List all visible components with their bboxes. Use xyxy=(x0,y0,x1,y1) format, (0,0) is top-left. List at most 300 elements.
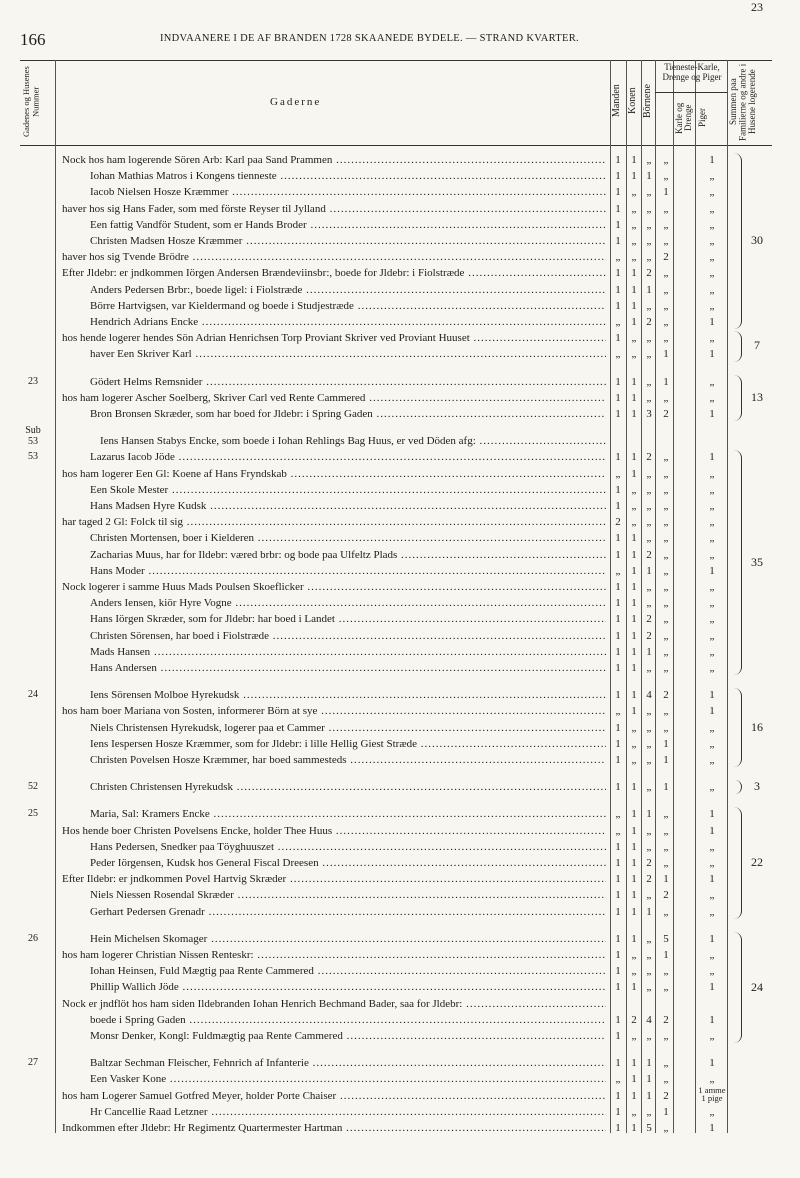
header-piger: Piger xyxy=(697,108,707,128)
count-cell: 1 xyxy=(663,348,669,361)
count-cell: „ xyxy=(663,905,669,918)
count-cell: 5 xyxy=(646,1122,652,1134)
count-cell: „ xyxy=(709,1030,715,1042)
count-cell: 1 xyxy=(631,451,637,464)
count-cell: 1 xyxy=(631,1122,637,1134)
count-cell: „ xyxy=(709,597,715,610)
count-cell: „ xyxy=(663,981,669,994)
count-cell: „ xyxy=(663,564,669,577)
count-cell: „ xyxy=(615,1073,621,1086)
count-cell: 1 xyxy=(615,1013,621,1026)
count-cell: 1 xyxy=(615,483,621,496)
entry-text: Iohan Heinsen, Fuld Mægtig paa Rente Cammered ..... xyxy=(90,963,606,979)
count-cell: „ xyxy=(615,316,621,328)
table-row xyxy=(0,1071,800,1087)
count-cell: 1 xyxy=(615,1105,621,1118)
count-cell: 2 xyxy=(663,408,669,420)
count-cell: 1 xyxy=(631,283,637,296)
count-cell: 1 xyxy=(615,965,621,978)
count-cell: 1 xyxy=(631,981,637,994)
group-total: 13 xyxy=(751,389,763,404)
count-cell: 1 xyxy=(646,808,652,821)
count-cell: „ xyxy=(709,662,715,674)
group-total: 30 xyxy=(751,233,763,248)
count-cell: 1 xyxy=(631,840,637,853)
count-cell: 2 xyxy=(663,689,669,702)
count-cell: 1 xyxy=(615,737,621,750)
entry-text: Een Vasker Kone ..... xyxy=(90,1071,606,1087)
count-cell: 1 xyxy=(615,754,621,766)
count-cell: „ xyxy=(663,516,669,529)
count-cell: 1 xyxy=(709,705,715,718)
table-row xyxy=(0,628,800,644)
count-cell: „ xyxy=(646,391,652,404)
count-cell: „ xyxy=(663,840,669,853)
count-cell: 1 xyxy=(615,949,621,961)
entry-text: Iacob Nielsen Hosze Kræmmer ..... xyxy=(90,184,606,200)
count-cell: „ xyxy=(709,251,715,264)
count-cell: 1 xyxy=(631,375,637,388)
count-cell: „ xyxy=(709,391,715,404)
count-cell: „ xyxy=(709,889,715,902)
count-cell: 2 xyxy=(663,251,669,264)
count-cell: 1 xyxy=(631,889,637,902)
count-cell: „ xyxy=(709,267,715,280)
table-row xyxy=(0,184,800,200)
header-nummer: Gadenes og Husenes Nummer xyxy=(21,66,41,138)
count-cell: „ xyxy=(709,645,715,658)
count-cell: 1 xyxy=(615,391,621,404)
count-cell: 1 xyxy=(615,218,621,231)
entry-text: Hans Iörgen Skræder, som for Jldebr: har boed i Landet ..... xyxy=(90,611,606,627)
count-cell: 1 xyxy=(615,299,621,312)
entry-text: Hr Cancellie Raad Letzner ..... xyxy=(90,1104,606,1120)
table-row xyxy=(0,1084,800,1104)
table-row xyxy=(0,1104,800,1120)
count-cell: 1 xyxy=(615,451,621,464)
entry-text: Efter Jldebr: er jndkommen Iörgen Andersen Brændeviinsbr:, boede for Jldebr: i Fiolstræde ..... xyxy=(62,265,606,281)
entry-text: Gödert Helms Remsnider ..... xyxy=(90,374,606,390)
count-cell: 1 xyxy=(709,1122,715,1134)
count-cell: 4 xyxy=(646,689,652,702)
count-cell: 2 xyxy=(663,1089,669,1102)
count-cell: 1 xyxy=(631,1089,637,1102)
count-cell: 1 xyxy=(646,645,652,658)
entry-text: haver hos sig Hans Fader, som med förste Reyser til Jylland ..... xyxy=(62,201,606,217)
entry-text: hos ham logerer Ascher Soelberg, Skriver Carl ved Rente Cammered ..... xyxy=(62,390,606,406)
count-cell: „ xyxy=(631,516,637,529)
entry-text: Indkommen efter Jldebr: Hr Regimentz Quartermester Hartman ..... xyxy=(62,1120,606,1136)
entry-text: Baltzar Sechman Fleischer, Fehnrich af Infanterie ..... xyxy=(90,1055,606,1071)
count-cell: 2 xyxy=(646,629,652,642)
count-cell: 3 xyxy=(646,408,652,420)
group-total: 3 xyxy=(754,779,760,794)
table-row xyxy=(0,466,800,482)
count-cell: „ xyxy=(663,645,669,658)
count-cell: 1 xyxy=(663,873,669,886)
group-brace xyxy=(731,688,742,767)
entry-text: boede i Spring Gaden ..... xyxy=(90,1012,606,1028)
count-cell: 1 xyxy=(615,500,621,512)
count-cell: 1 xyxy=(615,235,621,247)
entry-text: Iens Iespersen Hosze Kræmmer, som for Jldebr: i lille Hellig Giest Stræde ..... xyxy=(90,736,606,752)
entry-text: Christen Sörensen, har boed i Fiolstræde ..... xyxy=(90,628,606,644)
table-row xyxy=(0,904,800,920)
count-cell: „ xyxy=(646,737,652,750)
table-row xyxy=(0,644,800,660)
count-cell: „ xyxy=(646,1105,652,1118)
count-cell: „ xyxy=(663,202,669,215)
count-cell: „ xyxy=(646,824,652,837)
count-cell: „ xyxy=(709,299,715,312)
table-row xyxy=(0,887,800,903)
count-cell: 1 xyxy=(631,613,637,626)
count-cell: „ xyxy=(631,965,637,978)
count-cell: 1 xyxy=(631,408,637,420)
count-cell: 2 xyxy=(615,516,621,529)
count-cell: 1 xyxy=(631,689,637,702)
count-cell: „ xyxy=(646,516,652,529)
group-total: 7 xyxy=(754,338,760,353)
count-cell: „ xyxy=(646,597,652,610)
count-cell: 1 xyxy=(709,808,715,821)
entry-text: hos ham logerer Christian Nissen Renteskr: ..... xyxy=(62,947,606,963)
count-cell: 1 xyxy=(615,905,621,918)
count-cell: „ xyxy=(709,965,715,978)
house-number: 26 xyxy=(28,932,38,944)
table-row xyxy=(0,736,800,752)
count-cell: 2 xyxy=(631,1013,637,1026)
divider xyxy=(655,92,727,93)
count-cell: 1 xyxy=(631,1057,637,1070)
count-cell: „ xyxy=(663,1122,669,1134)
entry-text: hos ham logerer Een Gl: Koene af Hans Fryndskab ..... xyxy=(62,466,606,482)
count-cell: „ xyxy=(663,332,669,345)
count-cell: 1 xyxy=(646,905,652,918)
table-row xyxy=(0,168,800,184)
count-cell: „ xyxy=(646,965,652,978)
table-row xyxy=(0,249,800,265)
house-number: 24 xyxy=(28,689,38,701)
count-cell: 1 xyxy=(615,873,621,886)
count-cell: „ xyxy=(709,548,715,561)
count-cell: 1 xyxy=(709,451,715,464)
count-cell: 1 xyxy=(663,754,669,766)
count-cell: 1 xyxy=(631,705,637,718)
count-cell: 1 xyxy=(615,613,621,626)
count-cell: „ xyxy=(709,629,715,642)
count-cell: 1 xyxy=(615,548,621,561)
count-cell: „ xyxy=(709,781,715,794)
count-cell: 1 xyxy=(646,564,652,577)
count-cell: 1 xyxy=(709,689,715,702)
header-bornene: Börnene xyxy=(642,84,653,118)
count-cell: „ xyxy=(615,251,621,264)
table-row xyxy=(0,514,800,530)
entry-text: har taged 2 Gl: Folck til sig ..... xyxy=(62,514,606,530)
count-cell: „ xyxy=(663,705,669,718)
entry-text: Lazarus Iacob Jöde ..... xyxy=(90,449,606,465)
count-cell: 1 xyxy=(709,1013,715,1026)
table-row xyxy=(0,871,800,887)
count-cell: 1 xyxy=(615,840,621,853)
entry-text: Anders Iensen, kiör Hyre Vogne ..... xyxy=(90,595,606,611)
count-cell: 1 xyxy=(646,1073,652,1086)
table-row xyxy=(0,152,800,168)
count-cell: 1 xyxy=(631,662,637,674)
header-karle: Karle og Drenge xyxy=(674,102,693,134)
count-cell: 1 xyxy=(709,348,715,361)
entry-text: Christen Povelsen Hosze Kræmmer, har boed sammesteds ..... xyxy=(90,752,606,768)
table-row xyxy=(0,823,800,839)
table-row xyxy=(0,217,800,233)
count-cell: „ xyxy=(646,332,652,345)
group-brace xyxy=(731,153,742,329)
entry-text: Maria, Sal: Kramers Encke ..... xyxy=(90,806,606,822)
count-cell: „ xyxy=(663,467,669,480)
entry-text: Nock logerer i samme Huus Mads Poulsen Skoeflicker ..... xyxy=(62,579,606,595)
entry-text: Zacharias Muus, har for Ildebr: væred brbr: og bode paa Ulfeltz Plads ..... xyxy=(90,547,606,563)
count-cell: 2 xyxy=(646,548,652,561)
count-cell: 1 xyxy=(631,391,637,404)
entry-text: Gerhart Pedersen Grenadr ..... xyxy=(90,904,606,920)
count-cell: „ xyxy=(663,154,669,166)
count-cell: „ xyxy=(631,500,637,512)
entry-text: Börre Hartvigsen, var Kieldermand og boede i Studjestræde ..... xyxy=(90,298,606,314)
count-cell: 1 xyxy=(631,316,637,328)
house-number: 23 xyxy=(28,375,38,387)
entry-text: Hans Madsen Hyre Kudsk ..... xyxy=(90,498,606,514)
count-cell: 1 xyxy=(631,932,637,945)
count-cell: „ xyxy=(615,808,621,821)
count-cell: „ xyxy=(646,154,652,166)
entry-text: Hos hende boer Christen Povelsens Encke, holder Thee Huus ..... xyxy=(62,823,606,839)
table-row xyxy=(0,498,800,514)
count-cell: „ xyxy=(646,483,652,496)
count-cell: 1 xyxy=(646,170,652,183)
count-cell: 1 xyxy=(615,645,621,658)
count-cell: „ xyxy=(663,391,669,404)
count-cell: 1 xyxy=(631,645,637,658)
count-cell: „ xyxy=(663,316,669,328)
count-cell: 1 xyxy=(615,689,621,702)
count-cell: 1 xyxy=(709,932,715,945)
count-cell: „ xyxy=(663,532,669,545)
count-cell: 2 xyxy=(646,873,652,886)
entry-text: Christen Christensen Hyrekudsk ..... xyxy=(90,779,606,795)
count-cell: 1 xyxy=(663,781,669,794)
count-cell: „ xyxy=(646,202,652,215)
count-cell: 1 xyxy=(631,532,637,545)
count-cell: „ xyxy=(709,186,715,199)
count-cell: „ xyxy=(646,1030,652,1042)
count-cell: „ xyxy=(615,824,621,837)
count-cell: 1 xyxy=(615,1030,621,1042)
count-cell: 2 xyxy=(663,1013,669,1026)
entry-text: Monsr Denker, Kongl: Fuldmægtig paa Rente Cammered ..... xyxy=(90,1028,606,1044)
count-cell: „ xyxy=(631,251,637,264)
count-cell: 2 xyxy=(646,451,652,464)
table-row xyxy=(0,374,800,390)
count-cell: 2 xyxy=(646,857,652,869)
table-row xyxy=(0,979,800,995)
count-cell: 1 xyxy=(615,981,621,994)
table-row xyxy=(0,963,800,979)
count-cell: „ xyxy=(646,218,652,231)
count-cell: 1 xyxy=(631,781,637,794)
count-cell: „ xyxy=(631,754,637,766)
header-tjeneste: Tieneste-Karle, Drenge og Piger xyxy=(662,62,722,82)
count-cell: 1 xyxy=(615,202,621,215)
count-cell: „ xyxy=(663,808,669,821)
group-total: 22 xyxy=(751,855,763,870)
count-cell: „ xyxy=(709,840,715,853)
count-cell: „ xyxy=(663,451,669,464)
count-cell: „ xyxy=(663,1030,669,1042)
count-cell: „ xyxy=(646,840,652,853)
entry-text: Iens Sörensen Molboe Hyrekudsk ..... xyxy=(90,687,606,703)
count-cell: „ xyxy=(709,500,715,512)
entry-text: Mads Hansen ..... xyxy=(90,644,606,660)
table-row xyxy=(0,265,800,281)
count-cell: 2 xyxy=(646,267,652,280)
count-cell: 2 xyxy=(646,613,652,626)
count-cell: 1 xyxy=(646,283,652,296)
count-cell: 1 xyxy=(631,629,637,642)
table-row xyxy=(0,233,800,249)
count-cell: 1 xyxy=(709,564,715,577)
entry-text: Hein Michelsen Skomager ..... xyxy=(90,931,606,947)
count-cell: „ xyxy=(631,202,637,215)
table-row xyxy=(0,687,800,703)
header-manden: Manden xyxy=(611,84,622,118)
count-cell: „ xyxy=(631,348,637,361)
count-cell: 1 xyxy=(615,932,621,945)
table-row xyxy=(0,947,800,963)
count-cell: 1 xyxy=(615,1089,621,1102)
count-cell: „ xyxy=(615,348,621,361)
count-cell: „ xyxy=(709,949,715,961)
count-cell: „ xyxy=(709,235,715,247)
header-konen: Konen xyxy=(627,87,638,115)
count-cell: „ xyxy=(646,781,652,794)
table-row xyxy=(0,1028,800,1044)
table-row xyxy=(0,611,800,627)
count-cell: 1 xyxy=(709,316,715,328)
count-cell: „ xyxy=(646,299,652,312)
count-cell: „ xyxy=(663,597,669,610)
count-cell: 1 xyxy=(615,375,621,388)
count-cell: „ xyxy=(631,235,637,247)
table-row xyxy=(0,314,800,330)
count-cell: 1 xyxy=(615,1122,621,1134)
entry-text: Een Skole Mester ..... xyxy=(90,482,606,498)
count-cell: 1 xyxy=(615,889,621,902)
count-cell: 1 xyxy=(631,299,637,312)
count-cell: 1 xyxy=(615,267,621,280)
entry-text: Hans Moder ..... xyxy=(90,563,606,579)
count-cell: „ xyxy=(631,332,637,345)
count-cell: 1 xyxy=(631,873,637,886)
count-cell: 1 xyxy=(615,662,621,674)
count-cell: 1 xyxy=(615,857,621,869)
count-cell: 1 xyxy=(631,857,637,869)
entry-text: Peder Iörgensen, Kudsk hos General Fiscal Dreesen ..... xyxy=(90,855,606,871)
count-cell: „ xyxy=(663,299,669,312)
count-cell: „ xyxy=(663,170,669,183)
count-cell: 1 xyxy=(615,629,621,642)
header-gaderne: Gaderne xyxy=(270,96,322,108)
count-cell: 1 xyxy=(615,721,621,734)
page-number: 166 xyxy=(20,30,46,49)
count-cell: 1 xyxy=(709,1057,715,1070)
count-cell: „ xyxy=(663,662,669,674)
count-cell: 1 xyxy=(663,1105,669,1118)
header-summen: Summen paa Familierne og andre i Husene logerende xyxy=(728,63,757,141)
count-cell: 1 xyxy=(646,1089,652,1102)
house-number: 27 xyxy=(28,1057,38,1069)
entry-text: Bron Bronsen Skræder, som har boed for Jldebr: i Spring Gaden ..... xyxy=(90,406,606,422)
house-number: 53 xyxy=(28,451,38,463)
count-cell: 1 xyxy=(631,1073,637,1086)
count-cell: „ xyxy=(709,754,715,766)
count-cell: „ xyxy=(709,532,715,545)
group-brace xyxy=(731,375,742,422)
count-cell: 1 xyxy=(631,808,637,821)
entry-text: Iens Hansen Stabys Encke, som boede i Iohan Rehlings Bag Huus, er ved Döden afg: ..... xyxy=(100,433,606,449)
count-cell: 1 amme 1 pige xyxy=(698,1084,726,1103)
group-total: 16 xyxy=(751,719,763,734)
entry-text: Een fattig Vandför Student, som er Hands Broder ..... xyxy=(90,217,606,233)
count-cell: „ xyxy=(631,218,637,231)
count-cell: „ xyxy=(709,483,715,496)
count-cell: 1 xyxy=(663,186,669,199)
count-cell: „ xyxy=(615,705,621,718)
entry-text: Niels Christensen Hyrekudsk, logerer paa et Cammer ..... xyxy=(90,720,606,736)
table-row xyxy=(0,346,800,362)
entry-text: haver Een Skriver Karl ..... xyxy=(90,346,606,362)
count-cell: „ xyxy=(663,613,669,626)
count-cell: „ xyxy=(646,705,652,718)
count-cell: „ xyxy=(709,202,715,215)
count-cell: 1 xyxy=(615,408,621,420)
count-cell: „ xyxy=(646,662,652,674)
count-cell: 1 xyxy=(663,375,669,388)
house-number: 52 xyxy=(28,781,38,793)
count-cell: „ xyxy=(663,824,669,837)
table-row xyxy=(0,330,800,346)
group-total: 23 xyxy=(751,0,763,14)
table-row xyxy=(0,806,800,822)
count-cell: „ xyxy=(646,251,652,264)
table-row xyxy=(0,660,800,676)
count-cell: „ xyxy=(709,1105,715,1118)
count-cell: 1 xyxy=(615,597,621,610)
group-brace xyxy=(731,807,742,918)
count-cell: „ xyxy=(663,235,669,247)
count-cell: „ xyxy=(615,564,621,577)
count-cell: 1 xyxy=(709,873,715,886)
count-cell: 1 xyxy=(615,781,621,794)
table-row xyxy=(0,720,800,736)
count-cell: 1 xyxy=(631,170,637,183)
count-cell: „ xyxy=(709,905,715,918)
count-cell: „ xyxy=(646,467,652,480)
count-cell: „ xyxy=(663,500,669,512)
count-cell: „ xyxy=(663,965,669,978)
count-cell: „ xyxy=(709,332,715,345)
count-cell: „ xyxy=(646,981,652,994)
